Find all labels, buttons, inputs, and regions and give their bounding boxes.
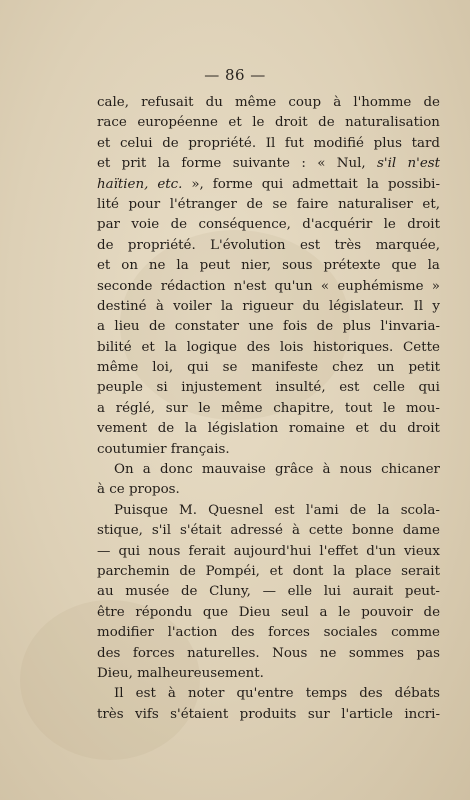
word: coutumier — [97, 441, 167, 457]
word: débats — [394, 686, 440, 702]
word: forme — [212, 176, 253, 192]
word: n'est — [233, 278, 267, 294]
word: très — [97, 706, 124, 722]
word: serait — [401, 563, 440, 579]
word: refusait — [141, 95, 194, 110]
word: de — [349, 502, 367, 518]
word: : — [301, 156, 306, 172]
word: et — [97, 135, 111, 151]
word: droit — [407, 421, 440, 437]
text-line — [97, 175, 440, 195]
word: ne — [319, 645, 337, 661]
word: la — [366, 176, 379, 192]
word: loi, — [152, 360, 174, 376]
word: du — [379, 421, 397, 437]
word: nier, — [241, 258, 272, 274]
word: s'était — [179, 523, 222, 539]
word: très — [334, 237, 362, 253]
word: la — [164, 339, 177, 355]
word: marquée, — [375, 237, 440, 253]
word: « — [317, 156, 326, 172]
word: ce — [109, 482, 125, 498]
word: de — [157, 421, 175, 437]
word: sur — [165, 400, 188, 416]
word: de — [170, 217, 188, 233]
word: a — [97, 400, 105, 416]
text-line — [97, 644, 440, 664]
word: à — [155, 298, 164, 314]
word: s'il — [151, 523, 171, 539]
word: propriété. — [127, 237, 196, 253]
word: si — [156, 380, 168, 396]
word: qu'un — [274, 278, 313, 294]
word: peut — [199, 258, 231, 274]
word: et — [355, 421, 369, 437]
word: est — [274, 502, 295, 518]
word: Pompéi, — [205, 563, 260, 579]
word: mou- — [405, 400, 440, 416]
word: peut- — [404, 584, 440, 600]
word: scola- — [400, 502, 440, 518]
word: propos. — [128, 482, 180, 498]
word: noter — [187, 686, 225, 702]
word: du — [302, 298, 320, 314]
word: aujourd'hui — [233, 543, 312, 559]
word: le — [383, 400, 396, 416]
word: Il — [413, 298, 424, 314]
word: haïtien, — [97, 176, 149, 192]
word: à — [333, 95, 342, 110]
word: qui — [118, 543, 141, 559]
word: prit — [121, 156, 147, 172]
word: même — [221, 400, 263, 416]
word: même — [234, 95, 277, 110]
word: on — [121, 258, 138, 274]
word: s'il — [377, 156, 397, 172]
word: seul — [281, 604, 309, 620]
word: et — [97, 258, 111, 274]
word: incri- — [404, 706, 440, 722]
word: y — [432, 298, 440, 314]
word: cale, — [97, 95, 129, 110]
word: fois — [283, 319, 308, 335]
word: tard — [411, 135, 440, 151]
word: injustement — [181, 380, 262, 396]
word: modifié — [313, 135, 364, 151]
word: musée — [125, 584, 170, 600]
word: comme — [391, 625, 440, 641]
word: coup — [288, 95, 322, 110]
word: le — [252, 115, 265, 131]
word: », — [191, 176, 204, 192]
word: de — [423, 95, 440, 110]
word: vement — [97, 421, 148, 437]
word: Cette — [403, 339, 440, 355]
word: peuple — [97, 380, 143, 396]
word: du — [205, 95, 223, 110]
word: législateur. — [328, 298, 405, 314]
text-line — [97, 664, 440, 684]
word: la — [377, 502, 390, 518]
word: lois — [279, 339, 304, 355]
word: réglé, — [115, 400, 156, 416]
word: au — [97, 584, 114, 600]
word: a — [142, 462, 151, 478]
word: législation — [207, 421, 279, 437]
word: à — [291, 523, 300, 539]
word: tout — [344, 400, 373, 416]
word: aurait — [352, 584, 394, 600]
word: constater — [174, 319, 240, 335]
word: le — [338, 604, 351, 620]
word: prétexte — [323, 258, 381, 274]
word: etc. — [157, 176, 183, 192]
text-line — [97, 215, 440, 235]
word: parchemin — [97, 563, 170, 579]
word: insulté, — [275, 380, 326, 396]
word: grâce — [274, 462, 314, 478]
word: « — [320, 278, 330, 294]
word: a — [319, 604, 328, 620]
word: forme — [181, 156, 222, 172]
word: dont — [292, 563, 324, 579]
word: d'un — [366, 543, 396, 559]
word: de — [180, 584, 198, 600]
word: et — [141, 339, 155, 355]
word: Quesnel — [208, 502, 264, 518]
word: fut — [284, 135, 304, 151]
word: être — [97, 604, 125, 620]
word: forces — [132, 645, 175, 661]
word: l'homme — [353, 95, 412, 110]
word: sommes — [348, 645, 405, 661]
word: des — [97, 645, 121, 661]
word: bilité — [97, 339, 132, 355]
word: conséquence, — [198, 217, 291, 233]
text-line — [97, 501, 440, 521]
word: suivante — [232, 156, 290, 172]
word: sous — [282, 258, 313, 274]
word: qu'entre — [236, 686, 294, 702]
word: droit — [274, 115, 308, 131]
word: — — [262, 584, 276, 600]
word: lui — [323, 584, 341, 600]
word: un — [377, 360, 395, 376]
word: qui — [187, 360, 209, 376]
word: rigueur — [242, 298, 294, 314]
word: bonne — [351, 523, 394, 539]
word: naturaliser — [338, 196, 413, 212]
word: la — [176, 258, 189, 274]
word: la — [333, 563, 346, 579]
word: la — [184, 421, 198, 437]
word: Puisque — [114, 502, 168, 518]
word: Il — [265, 135, 276, 151]
word: euphémisme — [337, 278, 424, 294]
word: voie — [131, 217, 160, 233]
text-line — [97, 358, 440, 378]
word: de — [148, 319, 166, 335]
word: logique — [186, 339, 237, 355]
word: Nul, — [336, 156, 366, 172]
word: L'évolution — [210, 237, 286, 253]
word: stique, — [97, 523, 143, 539]
word: de — [318, 115, 335, 131]
text-line — [97, 256, 440, 276]
word: produits — [239, 706, 297, 722]
word: le — [198, 400, 211, 416]
word: l'ami — [305, 502, 339, 518]
word: de — [179, 563, 196, 579]
word: l'invaria- — [380, 319, 440, 335]
word: à — [322, 462, 331, 478]
text-line — [97, 113, 440, 133]
word: dame — [402, 523, 440, 539]
word: nous — [148, 543, 181, 559]
word: sociales — [323, 625, 378, 641]
word: est — [135, 686, 156, 702]
word: On — [114, 462, 134, 478]
word: temps — [305, 686, 348, 702]
word: s'étaient — [170, 706, 229, 722]
word: la — [220, 298, 234, 314]
text-line — [97, 419, 440, 439]
word: ferait — [188, 543, 226, 559]
word: de — [316, 319, 334, 335]
word: des — [231, 625, 255, 641]
word: répondu — [135, 604, 193, 620]
word: français. — [170, 441, 230, 457]
text-line — [97, 93, 440, 113]
word: l'étranger — [169, 196, 237, 212]
word: que — [391, 258, 417, 274]
word: destiné — [97, 298, 147, 314]
text-line — [97, 277, 440, 297]
text-line — [97, 542, 440, 562]
word: est — [339, 380, 360, 396]
word: de — [97, 237, 114, 253]
word: une — [248, 319, 274, 335]
page-number: — 86 — — [204, 66, 266, 84]
word: la — [157, 156, 170, 172]
text-line — [97, 236, 440, 256]
word: forces — [268, 625, 310, 641]
word: plus — [342, 319, 371, 335]
word: plus — [373, 135, 402, 151]
word: d'acquérir — [302, 217, 373, 233]
word: et — [269, 563, 283, 579]
word: qui — [261, 176, 284, 192]
word: chicaner — [381, 462, 440, 478]
word: elle — [287, 584, 313, 600]
word: est — [299, 237, 321, 253]
word: Nous — [272, 645, 308, 661]
text-line — [97, 154, 440, 174]
word: droit — [407, 217, 440, 233]
word: Dieu — [238, 604, 271, 620]
text-line — [97, 562, 440, 582]
word: seconde — [97, 278, 153, 294]
word: pouvoir — [361, 604, 413, 620]
word: Dieu, — [97, 665, 133, 681]
word: » — [431, 278, 440, 294]
word: se — [272, 196, 288, 212]
word: de — [162, 135, 179, 151]
word: vifs — [135, 706, 159, 722]
text-line — [97, 378, 440, 398]
word: se — [222, 360, 238, 376]
word: qui — [418, 380, 440, 396]
word: voiler — [173, 298, 212, 314]
text-line — [97, 582, 440, 602]
word: le — [383, 217, 396, 233]
word: sur — [307, 706, 330, 722]
word: celle — [372, 380, 405, 396]
word: cette — [308, 523, 343, 539]
text-line — [97, 134, 440, 154]
word: mauvaise — [201, 462, 266, 478]
text-line — [97, 399, 440, 419]
word: chapitre, — [273, 400, 335, 416]
word: rédaction — [160, 278, 226, 294]
word: petit — [408, 360, 440, 376]
text-line — [97, 195, 440, 215]
word: romaine — [288, 421, 345, 437]
word: modifier — [97, 625, 154, 641]
word: et — [97, 156, 111, 172]
word: propriété. — [188, 135, 257, 151]
text-line — [97, 338, 440, 358]
word: par — [97, 217, 120, 233]
text-line — [97, 440, 440, 460]
word: a — [97, 319, 105, 335]
word: Il — [114, 686, 124, 702]
word: des — [246, 339, 271, 355]
word: lité — [97, 196, 119, 212]
word: l'effet — [319, 543, 359, 559]
word: manifeste — [251, 360, 319, 376]
word: race — [97, 115, 127, 131]
word: et — [228, 115, 242, 131]
word: nous — [339, 462, 372, 478]
word: chez — [332, 360, 364, 376]
word: vieux — [403, 543, 440, 559]
word: pas — [416, 645, 440, 661]
word: faire — [296, 196, 329, 212]
word: possibi- — [387, 176, 440, 192]
word: de — [423, 604, 440, 620]
word: naturalisation — [345, 115, 440, 131]
word: Cluny, — [209, 584, 251, 600]
word: de — [246, 196, 263, 212]
word: historiques. — [313, 339, 394, 355]
word: même — [97, 360, 139, 376]
word: pour — [128, 196, 161, 212]
word: européenne — [137, 115, 218, 131]
word: la — [427, 258, 440, 274]
word: — — [97, 543, 111, 559]
word: M. — [179, 502, 197, 518]
word: des — [359, 686, 383, 702]
text-line — [97, 297, 440, 317]
text-line — [97, 705, 440, 725]
word: place — [355, 563, 392, 579]
text-line — [97, 684, 440, 704]
word: ne — [148, 258, 166, 274]
word: n'est — [407, 156, 440, 172]
word: l'action — [167, 625, 218, 641]
word: adressé — [230, 523, 283, 539]
text-line — [97, 460, 440, 480]
word: naturelles. — [187, 645, 260, 661]
text-line — [97, 603, 440, 623]
text-line — [97, 521, 440, 541]
word: à — [167, 686, 176, 702]
word: admettait — [292, 176, 358, 192]
word: l'article — [341, 706, 393, 722]
word: donc — [159, 462, 193, 478]
word: que — [202, 604, 229, 620]
word: et, — [422, 196, 440, 212]
word: lieu — [114, 319, 140, 335]
text-line — [97, 480, 440, 500]
body-text — [97, 93, 440, 725]
text-line — [97, 317, 440, 337]
word: celui — [119, 135, 153, 151]
word: malheureusement. — [137, 665, 264, 681]
text-line — [97, 623, 440, 643]
word: à — [97, 482, 105, 498]
